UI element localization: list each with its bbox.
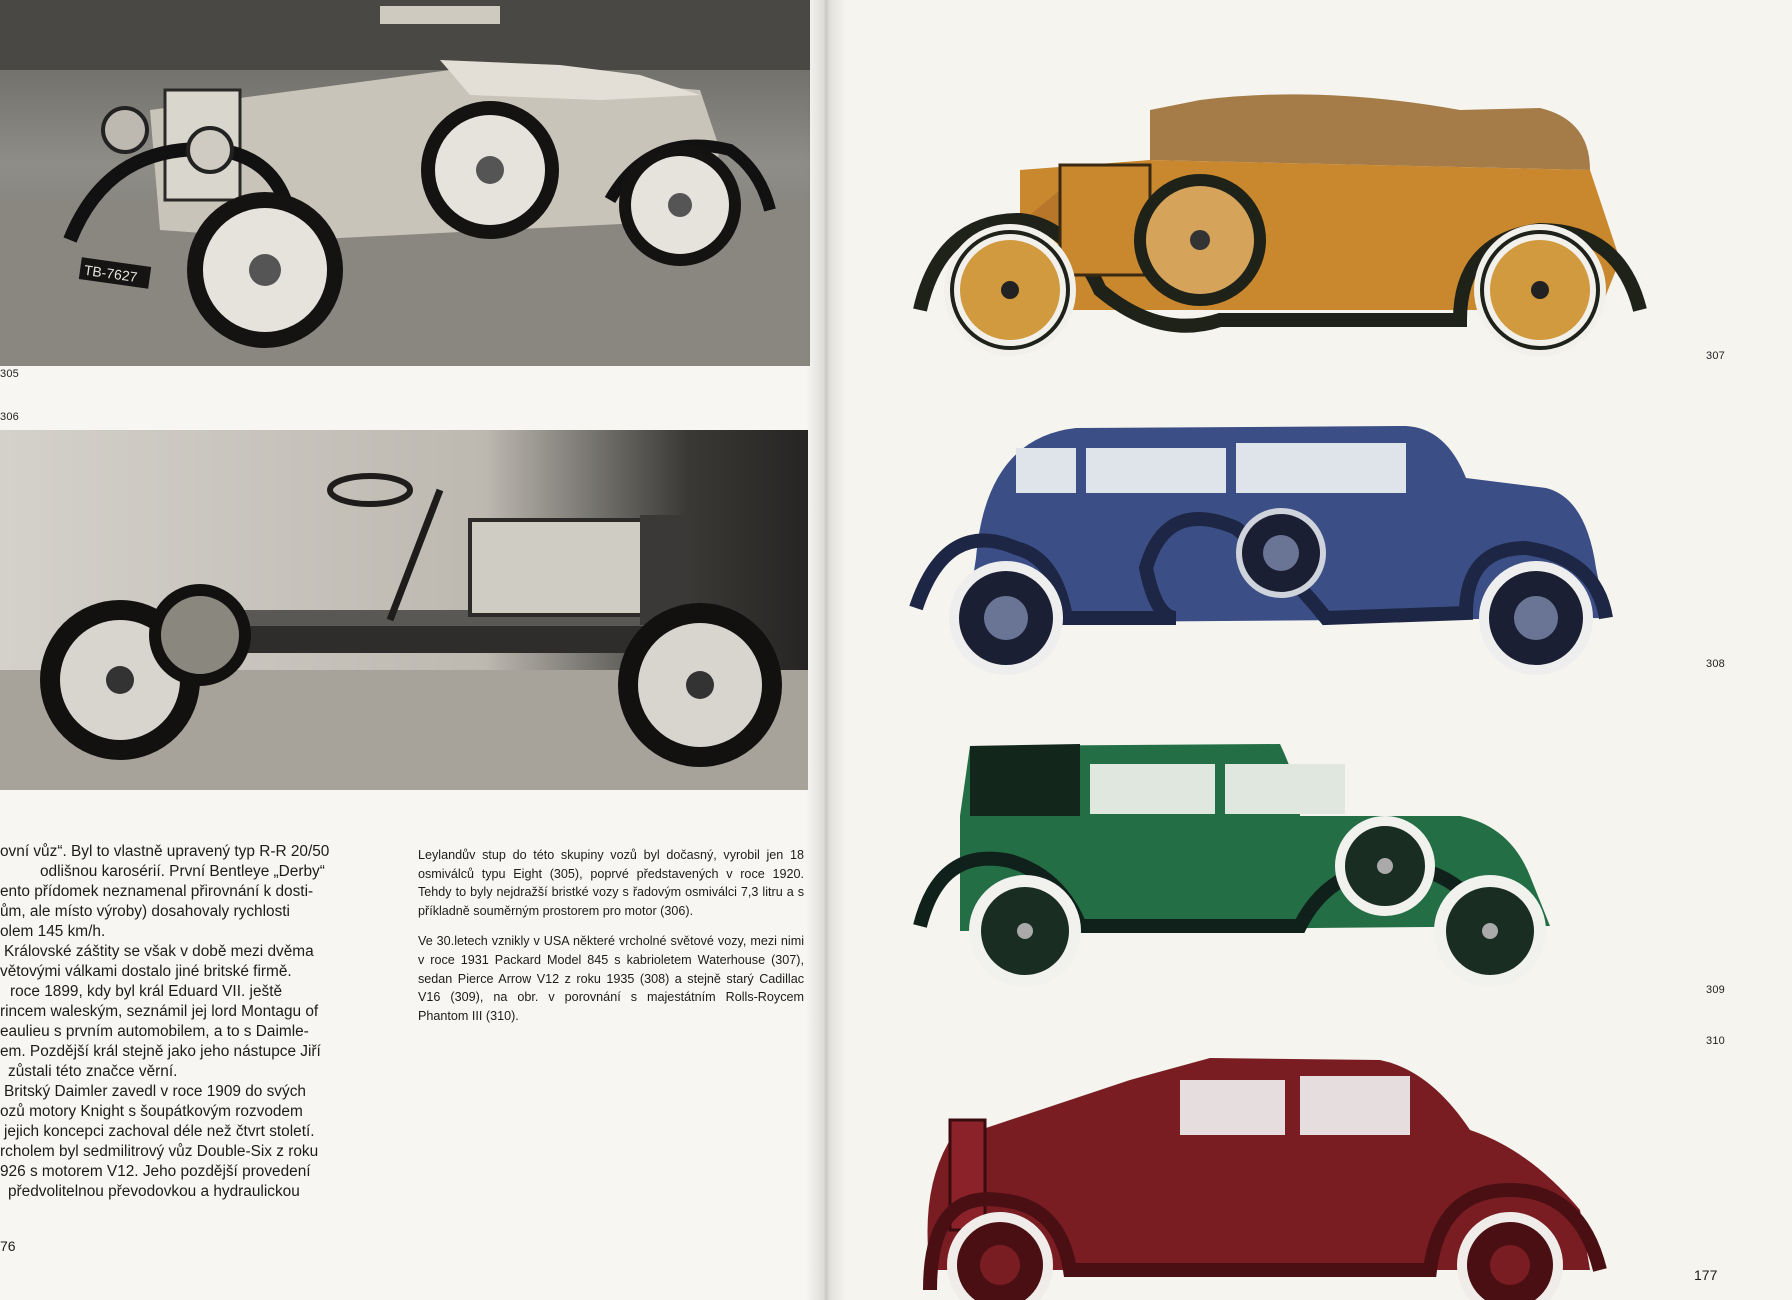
figure-number-310: 310 (1706, 1035, 1725, 1047)
text-line: jejich koncepci zachoval déle než čtvrt století. (4, 1123, 315, 1140)
text-line: eaulieu s prvním automobilem, a to s Daimle- (0, 1023, 309, 1040)
figure-number-308: 308 (1706, 658, 1725, 670)
license-plate: TB-7627 (83, 261, 139, 286)
text-line: rcholem byl sedmilitrový vůz Double-Six z roku (0, 1143, 319, 1160)
figure-number-306: 306 (0, 411, 19, 423)
illustration-cadillac-309 (900, 726, 1700, 986)
text-line: ento přídomek neznamenal přirovnání k dosti- (0, 883, 314, 900)
text-line: rincem waleským, seznámil jej lord Montagu of (0, 1003, 319, 1020)
text-line: roce 1899, kdy byl král Eduard VII. ještě (10, 983, 283, 1000)
caption-paragraph-1: Leylandův stup do této skupiny vozů byl dočasný, vyrobil jen 18 osmiválců typu Eight (305), poprvé představených v roce 1920. Tehdy to byly nejdražší bristké vozy s řadovým osmiválci 7,3 litru a s příkladně souměrným prostorem pro motor (306). (418, 848, 804, 918)
illustration-pierce-arrow-308 (906, 418, 1706, 680)
text-line: Britský Daimler zavedl v roce 1909 do svých (4, 1083, 306, 1100)
text-line: zůstali této značce věrní. (8, 1063, 178, 1080)
left-column-text (0, 842, 380, 1202)
text-line: ům, ale místo výroby) dosahovaly rychlosti (0, 903, 290, 920)
caption-column-text (418, 846, 804, 1037)
text-line: ovní vůz“. Byl to vlastně upravený typ R-R 20/50 (0, 843, 330, 860)
photo-306-chassis (0, 430, 808, 790)
text-line: předvolitelnou převodovkou a hydraulickou (8, 1183, 300, 1200)
photo-305-touring-car (0, 0, 810, 366)
figure-number-305: 305 (0, 368, 19, 380)
text-line: em. Pozdější král stejně jako jeho nástupce Jiří (0, 1043, 321, 1060)
left-page-number: 76 (0, 1238, 16, 1254)
text-line: olem 145 km/h. (0, 923, 106, 940)
caption-paragraph-2: Ve 30.letech vznikly v USA některé vrcholné světové vozy, mezi nimi v roce 1931 Packard Model 845 s kabrioletem Waterhouse (307), sedan Pierce Arrow V12 z roku 1935 (308) a stejně starý Cadillac V16 (309), na obr. v porovnání s majestátním Rolls-Roycem Phantom III (310). (418, 934, 804, 1023)
photo-306-drawing (0, 430, 808, 790)
text-line: odlišnou karosérií. První Bentleye „Derby“ (40, 863, 325, 880)
right-page (820, 0, 1792, 1300)
figure-number-307: 307 (1706, 350, 1725, 362)
illustration-rolls-royce-310 (910, 1040, 1690, 1300)
photo-305-drawing (0, 0, 810, 366)
figure-number-309: 309 (1706, 984, 1725, 996)
left-page (0, 0, 820, 1300)
text-line: větovými válkami dostalo jiné britské firmě. (0, 963, 292, 980)
text-line: ozů motory Knight s šoupátkovým rozvodem (0, 1103, 303, 1120)
text-line: 926 s motorem V12. Jeho pozdější provedení (0, 1163, 311, 1180)
right-page-number: 177 (1694, 1267, 1718, 1283)
illustration-packard-307 (900, 80, 1700, 360)
text-line: Královské záštity se však v době mezi dvěma (4, 943, 314, 960)
